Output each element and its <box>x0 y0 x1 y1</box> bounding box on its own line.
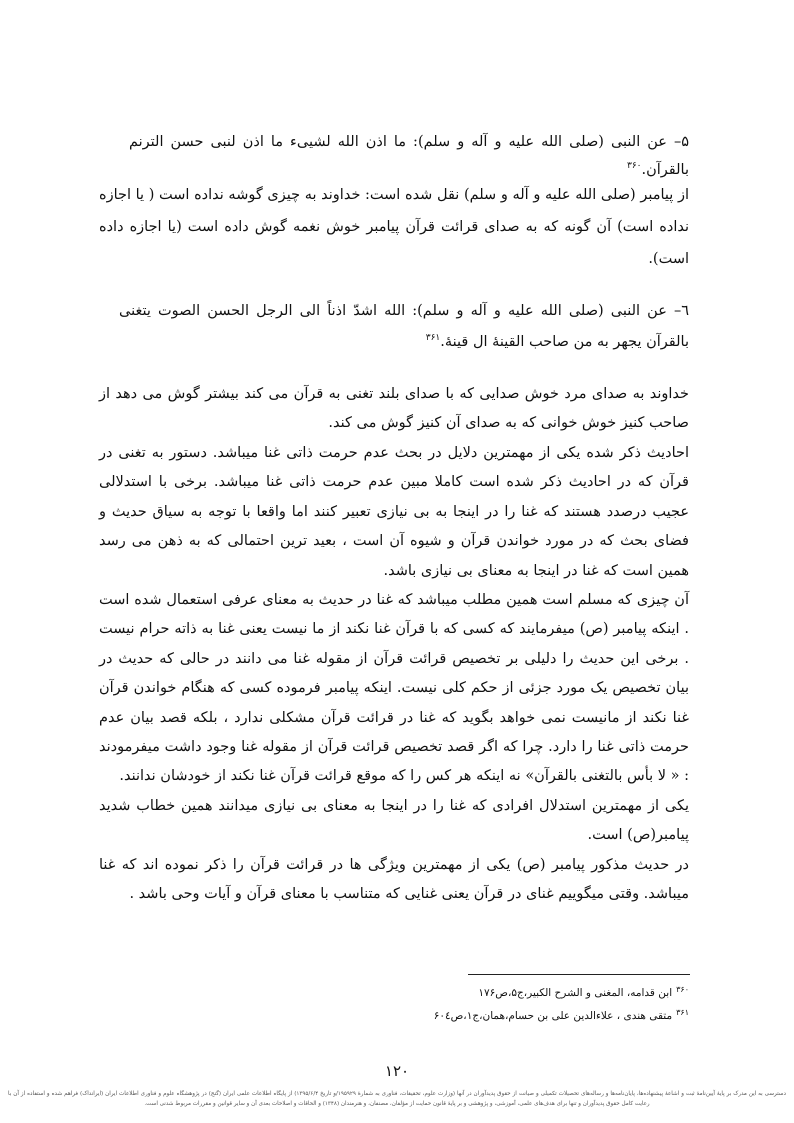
paragraph-3: آن چیزی که مسلم است همین مطلب میباشد که غنا در حدیث به معنای عرفی استعمال شده است . اینکه پیامبر (ص) میفرمایند که کسی که با قرآن غنا نکند از ما نیست یعنی غنا به ذاته حرام نیست . برخی این حدیث را دلیلی بر تخصیص قرائت قرآن از مقوله غنا می دانند در حالی که حدیث در بیان تخصیص یک مورد جزئی از حکم کلی نیست. اینکه پیامبر فرموده کسی که هنگام خواندن قرآن غنا نکند از مانیست نمی خواهد بگوید که غنا در قرائت قرآن مشکلی ندارد ، بلکه قصد بیان عدم حرمت ذاتی غنا را دارد. چرا که اگر قصد تخصیص قرائت قرآن از مقوله غنا وجود داشت میفرمودند : « لا بأس بالتغنی بالقرآن» نه اینکه هر کس را که موقع قرائت قرآن غنا نکند از خودشان ندانند. <box>99 591 689 785</box>
footnotes <box>269 982 689 1028</box>
footnote-text: متقی هندی ، علاءالدین علی بن حسام،همان،ج۱،ص۶۰٤ <box>433 1010 673 1023</box>
footnote-360 <box>269 982 689 1005</box>
paragraph-5: در حدیث مذکور پیامبر (ص) یکی از مهمترین ویژگی ها در قرائت قرآن را ذکر نموده اند که غنا میباشد. وقتی میگوییم غنای در قرآن یعنی غنایی که متناسب با معنای قرآن و آیات وحی باشد . <box>99 856 689 903</box>
paragraph-2: احادیث ذکر شده یکی از مهمترین دلایل در بحث عدم حرمت ذاتی غنا میباشد. دستور به تغنی در قرآن که در احادیث ذکر شده است کاملا مبین عدم حرمت ذاتی غنا میباشد. برخی با استدلالی عجیب درصدد هستند که غنا را در اینجا به بی نیازی تعبیر کنند اما واقعا با توجه به سیاق حدیث و فضای بحث که در مورد خواندن قرآن و شیوه آن است ، بعید ترین احتمالی که به ذهن می رسد همین است که غنا در اینجا به معنای بی نیازی باشد. <box>99 444 689 579</box>
archive-access-notice: دسترسی به این مدرک بر پایهٔ آیین‌نامهٔ ثبت و اشاعهٔ پیشنهاده‌ها، پایان‌نامه‌ها و رساله‌های تحصیلات تکمیلی و صیانت از حقوق پدیدآوران در آنها (وزارت علوم، تحقیقات، فناوری به شمارهٔ ۱۹۵۹۲۹/و تاریخ ۱۳۹۵/۶/۴) از پایگاه اطلاعات علمی ایران (گنج) در پژوهشگاه علوم و فناوری اطلاعات ایران (ایرانداک) فراهم شده و استفاده از آن با رعایت کامل حقوق پدیدآوران و تنها برای هدف‌های علمی، آموزشی، و پژوهشی و بر پایهٔ قانون حمایت از مؤلفان، مصنفان، و هنرمندان (۱۳۴۸) و الحاقات و اصلاحات بعدی آن و سایر قوانین و مقررات مربوط شدنی است. <box>8 1091 786 1107</box>
footnote-number: ۳۶۱ <box>676 1007 689 1017</box>
body-text <box>99 380 689 910</box>
hadith-5-text: ۵– عن النبی (صلی الله علیه و آله و سلم): ما اذن الله لشییء ما اذن لنبی حسن الترنم بالقرآن. <box>129 134 689 179</box>
footnote-ref-360[interactable]: ۳۶۰ <box>626 161 642 172</box>
footnote-text: ابن قدامه، المغنی و الشرح الکبیر،ج۵،ص۱۷۶ <box>478 987 673 999</box>
hadith-5 <box>129 128 689 185</box>
hadith-5-translation: از پیامبر (صلی الله علیه و آله و سلم) نقل شده است: خداوند به چیزی گوشه نداده است ( یا اجازه نداده است) آن گونه که به صدای قرائت قرآن پیامبر خوش نغمه گوش داده است (یا اجازه داده است). <box>99 187 689 267</box>
footnote-361 <box>269 1005 689 1028</box>
page-number: ۱۲۰ <box>384 1062 410 1080</box>
footnote-number: ۳۶۰ <box>676 984 689 994</box>
hadith-6 <box>119 296 689 358</box>
paragraph-4: یکی از مهمترین استدلال افرادی که غنا را در اینجا به معنای بی نیازی میدانند همین خطاب شدید پیامبر(ص) است. <box>99 797 689 844</box>
footnote-ref-361[interactable]: ۳۶۱ <box>425 333 441 344</box>
hadith-6-text: ٦– عن النبی (صلی الله علیه و آله و سلم): الله اشدّ اذناً الی الرجل الحسن الصوت یتغنی بالقرآن یجهر به من صاحب القینهٔ ال قینهٔ. <box>119 303 689 351</box>
paragraph-1: خداوند به صدای مرد خوش صدایی که با صدای بلند تغنی به قرآن می کند بیشتر گوش می دهد از صاحب کنیز خوش خوانی که به صدای آن کنیز گوش می کند. <box>99 386 689 432</box>
footnote-separator <box>468 974 690 975</box>
